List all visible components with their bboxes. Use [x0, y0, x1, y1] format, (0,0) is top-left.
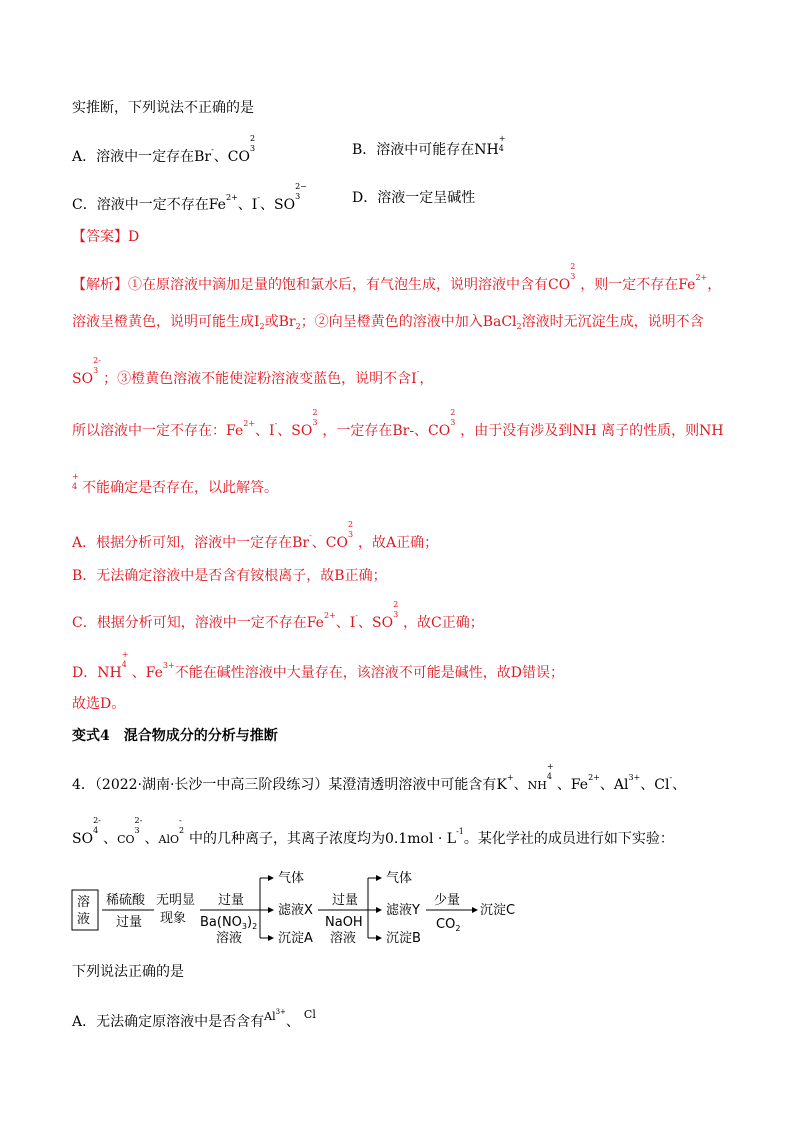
analysis-option-a	[72, 520, 439, 553]
answer-label: 【答案】D	[72, 229, 140, 245]
co3-charge	[570, 262, 580, 288]
analysis-option-b: B．无法确定溶液中是否含有铵根离子，故B正确；	[72, 568, 387, 584]
sup: 2	[570, 262, 576, 271]
sub: 2	[295, 322, 301, 331]
text: ，则一定不存在Fe	[580, 277, 696, 293]
text: ；③橙黄色溶液不能使淀粉溶液变蓝色，说明不含I	[103, 371, 417, 387]
sub: 4	[121, 660, 127, 669]
ion-so4: SO	[72, 831, 94, 847]
text: ，	[707, 277, 722, 293]
text: 或Br	[264, 314, 296, 330]
sub: 3	[450, 418, 456, 427]
charge: 2+	[323, 611, 336, 620]
solution-label-1: 溶	[77, 895, 91, 910]
sep: 、	[640, 777, 655, 793]
step1-amount: 过量	[116, 915, 143, 930]
sup: +	[72, 472, 79, 481]
text: 、I	[255, 423, 275, 439]
carbonate-charge	[250, 134, 260, 160]
text: 溶液呈橙黄色，说明可能生成I	[72, 314, 260, 330]
sub: 3	[295, 192, 301, 201]
step3-reagent-2: 溶液	[330, 931, 357, 946]
text: ；②向呈橙黄色的溶液中加入BaCl	[300, 314, 517, 330]
sup: 2−	[295, 182, 307, 191]
text: CO	[436, 917, 456, 932]
alo2-charge	[179, 816, 189, 842]
sep: 、	[556, 777, 571, 793]
precipitate-b: 沉淀B	[386, 931, 421, 946]
option-c-text: C．溶液中一定不存在Fe	[72, 197, 226, 213]
sub: 4	[546, 772, 552, 781]
sub: 2	[455, 924, 461, 933]
option-a-text: A．溶液中一定存在Br	[72, 149, 212, 165]
sub: 4	[498, 144, 504, 153]
polygon	[472, 907, 478, 913]
sub: 4	[93, 826, 99, 835]
charge: 2+	[588, 773, 600, 782]
sep: 、	[285, 1014, 300, 1030]
gas-1: 气体	[278, 871, 305, 886]
sep: 、	[672, 777, 687, 793]
q4-option-a	[72, 1002, 316, 1032]
precipitate-a: 沉淀A	[278, 931, 313, 946]
charge: -	[669, 773, 673, 782]
text: ，故A正确；	[358, 535, 439, 551]
sup: 2	[250, 134, 256, 143]
sub: 3	[312, 418, 318, 427]
analysis-line-5	[72, 472, 278, 498]
text: 、SO	[277, 423, 313, 439]
sub: 2	[252, 922, 258, 931]
text: C．根据分析可知，溶液中一定不存在Fe	[72, 615, 324, 631]
sub: 3	[570, 272, 576, 281]
text: 。某化学社的成员进行如下实验：	[463, 831, 674, 847]
charge: -	[355, 611, 358, 620]
q4-question: 下列说法正确的是	[72, 964, 184, 980]
step2-reagent-2: 溶液	[216, 931, 243, 946]
charge: +	[506, 773, 514, 782]
text: 不能在碱性溶液中大量存在，该溶液不可能是碱性，故D错误；	[174, 665, 564, 681]
step4-amount: 少量	[434, 893, 461, 908]
sup: 2-	[134, 816, 143, 825]
question-stem-tail: 实推断，下列说法不正确的是	[72, 100, 254, 116]
sub: 3	[393, 610, 399, 619]
charge: -	[416, 367, 420, 376]
q4-stem-line-1	[72, 762, 687, 796]
sulfite-charge	[295, 182, 307, 208]
text: ，由于没有涉及到NH 离子的性质，则NH	[460, 423, 724, 439]
step2-reagent	[200, 915, 257, 931]
text: ，一定存在Br-、CO	[322, 423, 451, 439]
sep: 、	[513, 777, 528, 793]
precipitate-c: 沉淀C	[480, 903, 516, 918]
ion-cl: Cl	[303, 1008, 316, 1021]
ion-cl: Cl	[654, 777, 670, 793]
charge: -	[309, 531, 312, 540]
filtrate-y: 滤液Y	[386, 903, 420, 918]
option-c-i: 、I	[237, 197, 258, 213]
charge: 3+	[162, 661, 175, 670]
text: 、CO	[311, 535, 348, 551]
charge: 2+	[695, 273, 708, 282]
text: 不能确定是否存在，以此解答。	[82, 480, 278, 496]
sup: +	[546, 762, 554, 771]
sub: 3	[93, 366, 99, 375]
sep: 、	[599, 777, 614, 793]
ion-co3: CO	[117, 833, 135, 846]
sup: 2-	[93, 816, 101, 825]
nh4-charge	[121, 650, 132, 676]
nh4-charge	[72, 472, 82, 498]
sub: 3	[250, 144, 256, 153]
sup: 2	[393, 600, 399, 609]
text: Ba(NO	[200, 915, 242, 930]
charge: 3+	[628, 773, 641, 782]
analysis-tag: 【解析】	[72, 277, 128, 293]
filtrate-x: 滤液X	[278, 903, 313, 918]
so4-charge	[93, 816, 103, 842]
sub: 2	[259, 322, 265, 331]
sub: 3	[241, 922, 248, 931]
so3-charge	[393, 600, 403, 626]
so3-charge	[93, 356, 103, 382]
analysis-option-c	[72, 600, 484, 633]
ion-nh4: NH	[527, 779, 547, 792]
gas-2: 气体	[386, 871, 413, 886]
text: 、Fe	[131, 665, 163, 681]
fe-charge: 2+	[225, 193, 238, 202]
option-c-so: 、SO	[259, 197, 296, 213]
option-a	[72, 134, 260, 167]
charge: 3+	[275, 1008, 286, 1016]
observation-line-2: 现象	[160, 911, 187, 926]
text: 4．（2022·湖南·长沙一中高三阶段练习）某澄清透明溶液中可能含有	[72, 777, 497, 793]
step3-reagent: NaOH	[325, 915, 363, 930]
solution-label-2: 液	[77, 912, 91, 927]
text: ，	[419, 371, 434, 387]
ammonium-charge	[498, 134, 509, 160]
analysis-conclusion: 故选D。	[72, 696, 126, 712]
sub: 2	[179, 826, 185, 835]
sub: 2	[516, 322, 522, 331]
sup: +	[498, 134, 506, 143]
i-charge: -	[257, 193, 260, 202]
text: A．根据分析可知，溶液中一定存在Br	[72, 535, 310, 551]
section-title: 变式4 混合物成分的分析与推断	[72, 728, 278, 744]
concentration: 0.1mol · L	[385, 831, 457, 847]
sup: +	[121, 650, 129, 659]
option-a-co: 、CO	[213, 149, 250, 165]
step1-reagent: 稀硫酸	[106, 893, 146, 908]
text: ，故C正确；	[403, 615, 484, 631]
analysis-line-1	[72, 262, 722, 295]
observation-line-1: 无明显	[156, 893, 196, 908]
charge: 2+	[243, 419, 256, 428]
option-d: D．溶液一定呈碱性	[352, 190, 476, 206]
ion-k: K	[496, 777, 507, 793]
sub: 3	[134, 826, 140, 835]
text: ①在原溶液中滴加足量的饱和氯水后，有气泡生成，说明溶液中含有CO	[128, 277, 571, 293]
text: SO	[72, 371, 94, 387]
text: 所以溶液中一定不存在：Fe	[72, 423, 244, 439]
so3-charge	[312, 408, 322, 434]
sep: 、	[144, 831, 159, 847]
option-b-text: B．溶液中可能存在NH	[352, 142, 499, 158]
step2-amount: 过量	[218, 893, 245, 908]
analysis-option-d	[72, 650, 564, 683]
co3-charge	[348, 520, 358, 546]
sup: 2	[348, 520, 354, 529]
option-b	[352, 134, 509, 160]
sep: 、	[103, 831, 118, 847]
sub: 3	[348, 530, 354, 539]
sub: 4	[72, 482, 78, 491]
bromide-charge: -	[211, 145, 214, 154]
step4-reagent	[436, 917, 460, 933]
ion-al: Al	[613, 777, 629, 793]
text: A．无法确定原溶液中是否含有	[72, 1014, 265, 1030]
step3-amount: 过量	[332, 893, 359, 908]
sup: -	[179, 816, 182, 825]
co3-charge	[134, 816, 145, 842]
charge: -	[274, 419, 278, 428]
analysis-line-3	[72, 356, 434, 389]
text: 、I	[335, 615, 356, 631]
text: 、SO	[357, 615, 394, 631]
conc-exponent: -1	[456, 827, 464, 836]
option-c	[72, 182, 307, 215]
experiment-flowchart	[70, 860, 530, 952]
ion-alo2: AlO	[158, 833, 179, 846]
ion-al: Al	[264, 1010, 276, 1023]
analysis-line-4	[72, 408, 724, 441]
q4-stem-line-2	[72, 816, 674, 850]
ion-fe: Fe	[570, 777, 589, 793]
analysis-line-2	[72, 312, 704, 337]
text: 中的几种离子，其离子浓度均为	[189, 831, 385, 847]
text: D．NH	[72, 665, 122, 681]
sup: 2	[312, 408, 318, 417]
nh4-charge	[546, 762, 557, 788]
text: 溶液时无沉淀生成，说明不含	[521, 314, 704, 330]
sup: 2	[450, 408, 456, 417]
co3-charge	[450, 408, 460, 434]
sup: 2-	[93, 356, 101, 365]
text: )	[247, 915, 253, 930]
